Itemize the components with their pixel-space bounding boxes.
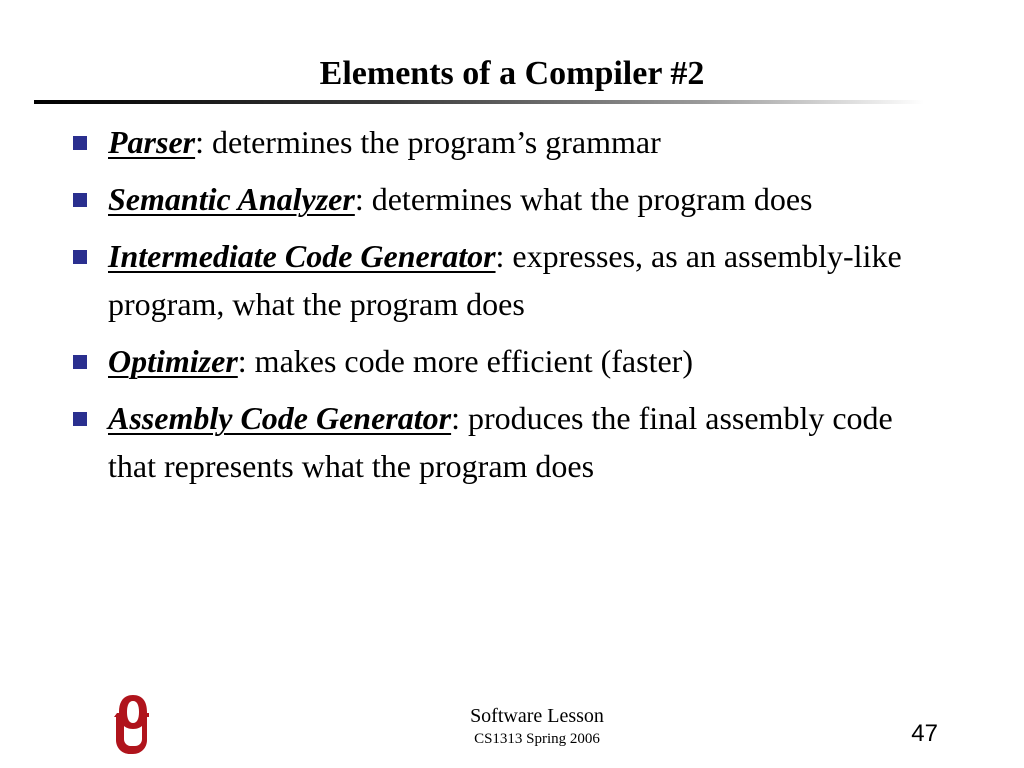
footer-course: CS1313 Spring 2006 xyxy=(474,731,600,747)
bullet-square-icon xyxy=(73,412,87,426)
bullet-text: determines what the program does xyxy=(363,181,813,217)
bullet-square-icon xyxy=(73,355,87,369)
bullet-item xyxy=(0,118,1024,166)
bullet-separator: : xyxy=(237,343,247,379)
bullet-item xyxy=(0,337,1024,385)
bullet-separator: : xyxy=(451,400,460,436)
bullet-text: makes code more efficient (faster) xyxy=(246,343,693,379)
bullet-list xyxy=(0,118,1024,499)
bullet-term: Semantic Analyzer xyxy=(108,181,355,217)
bullet-square-icon xyxy=(73,136,87,150)
bullet-item xyxy=(0,394,1024,490)
bullet-square-icon xyxy=(73,250,87,264)
bullet-square-icon xyxy=(73,193,87,207)
footer-title: Software Lesson xyxy=(470,705,604,727)
bullet-text: determines the program’s grammar xyxy=(204,124,661,160)
slide-title: Elements of a Compiler #2 xyxy=(319,55,705,92)
bullet-item xyxy=(0,175,1024,223)
bullet-term: Optimizer xyxy=(108,343,238,379)
bullet-term: Intermediate Code Generator xyxy=(108,238,496,274)
bullet-term: Parser xyxy=(108,124,196,160)
bullet-text: produces the final assembly code that represents what the program does xyxy=(108,400,893,484)
bullet-text: expresses, as an assembly-like program, what the program does xyxy=(108,238,902,322)
bullet-item xyxy=(0,232,1024,328)
bullet-separator: : xyxy=(195,124,204,160)
bullet-separator: : xyxy=(354,181,364,217)
title-divider xyxy=(34,100,924,104)
bullet-separator: : xyxy=(495,238,505,274)
bullet-term: Assembly Code Generator xyxy=(108,400,452,436)
page-number: 47 xyxy=(911,720,938,747)
